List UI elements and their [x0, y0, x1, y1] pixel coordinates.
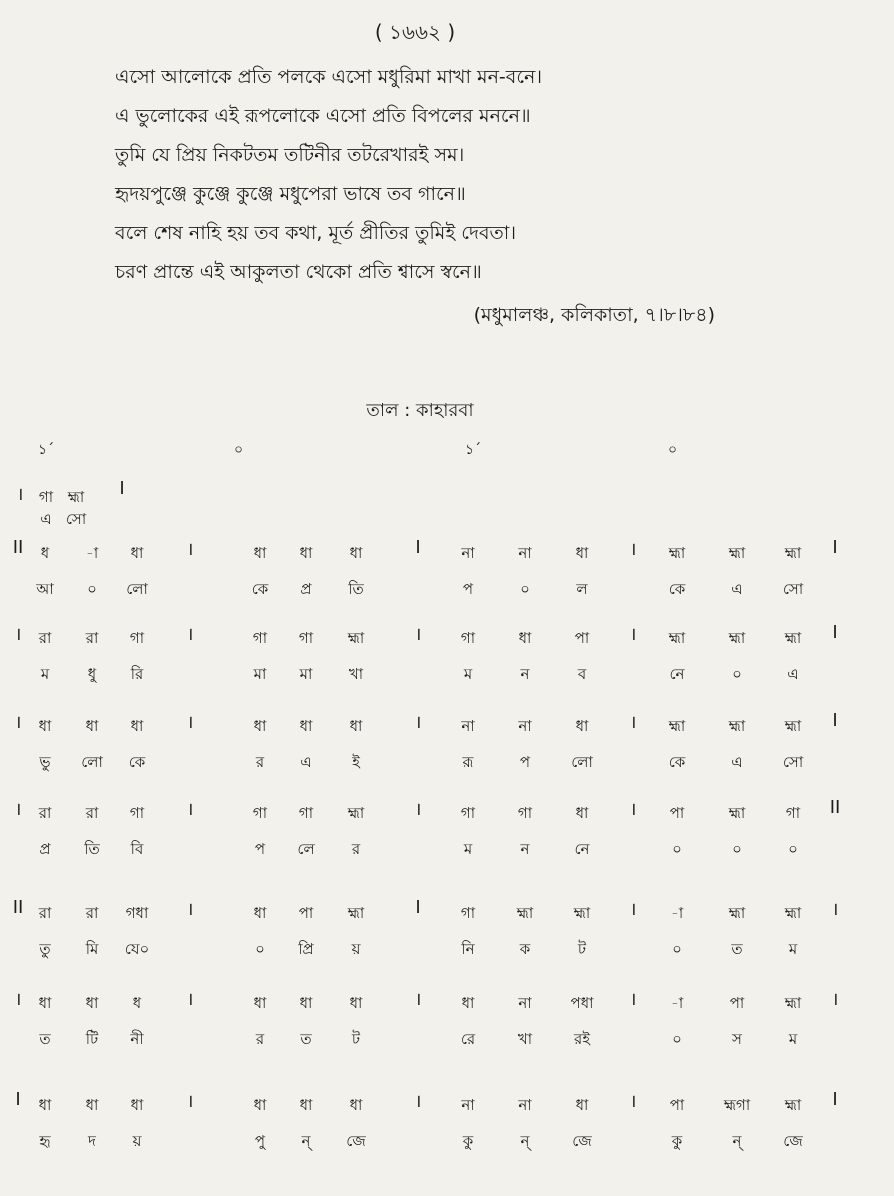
note: গা [129, 804, 145, 822]
lyric: ০ [87, 580, 97, 598]
lyric: ন্ [732, 1132, 742, 1150]
barline: । [629, 624, 637, 645]
lyric: ন [520, 665, 530, 683]
barline: । [186, 899, 194, 920]
lyric: কে [251, 580, 269, 598]
note: গা [252, 804, 268, 822]
note: ধা [349, 1096, 363, 1114]
barline: । [186, 989, 194, 1010]
barline: II [12, 897, 24, 918]
note: ধা [85, 994, 99, 1012]
note: গা [517, 804, 533, 822]
note: ধা [299, 544, 313, 562]
lyric: প [462, 580, 474, 598]
note: হ্মা [668, 629, 686, 647]
note: হ্মা [784, 994, 802, 1012]
barline: । [831, 899, 839, 920]
barline: I [415, 537, 421, 558]
beat-mark: ০ [668, 442, 678, 458]
note: ধা [253, 904, 267, 922]
barline: । [186, 1091, 194, 1112]
note: হ্মা [728, 629, 746, 647]
barline: I [119, 478, 125, 499]
note: হ্মা [728, 544, 746, 562]
note: ধা [349, 717, 363, 735]
barline: I [15, 1089, 21, 1110]
lyric: কু [671, 1132, 683, 1150]
lyric: সো [782, 753, 804, 771]
lyric: প্র [39, 840, 51, 858]
note: হ্মা [347, 804, 365, 822]
note: না [461, 1096, 475, 1114]
lyric: ম [788, 1030, 798, 1048]
note: ধা [130, 717, 144, 735]
lyric: ত [300, 1030, 312, 1048]
note: গা [460, 904, 476, 922]
barline: । [629, 539, 637, 560]
poem-line: চরণ প্রান্তে এই আকুলতা থেকো প্রতি শ্বাসে স্বনে॥ [115, 261, 482, 283]
note: পা [669, 1096, 685, 1114]
lyric: ০ [732, 665, 742, 683]
note: ধা [299, 1096, 313, 1114]
barline: । [414, 799, 422, 820]
barline: I [415, 897, 421, 918]
barline: । [186, 624, 194, 645]
note: হ্মগা [723, 1096, 751, 1114]
lyric: জে [783, 1132, 803, 1150]
note: না [518, 994, 532, 1012]
barline: । [629, 989, 637, 1010]
note: গা [38, 488, 54, 506]
note: -া [670, 994, 684, 1012]
barline: । [414, 624, 422, 645]
note: হ্মা [784, 1096, 802, 1114]
note: গা [785, 804, 801, 822]
lyric: ০ [672, 840, 682, 858]
note: পা [669, 804, 685, 822]
note: ধা [38, 1096, 52, 1114]
note: না [518, 544, 532, 562]
note: হ্মা [784, 544, 802, 562]
lyric: ম [463, 665, 473, 683]
note: ধা [299, 994, 313, 1012]
note: পা [729, 994, 745, 1012]
barline: II [12, 537, 24, 558]
poem-source: (মধুমালঞ্চ, কলিকাতা, ৭।৮।৮৪) [473, 304, 715, 326]
note: গা [460, 804, 476, 822]
lyric: খা [348, 665, 364, 683]
lyric: ত [39, 1030, 51, 1048]
lyric: ০ [672, 940, 682, 958]
note: ধা [130, 544, 144, 562]
barline: I [832, 537, 838, 558]
note: ধা [349, 994, 363, 1012]
lyric: জে [346, 1132, 366, 1150]
note: হ্মা [67, 488, 85, 506]
notation-row [0, 710, 894, 783]
note: পা [574, 629, 590, 647]
lyric: নে [669, 665, 685, 683]
note: ধা [349, 544, 363, 562]
lyric: ন [520, 840, 530, 858]
note: রা [85, 904, 99, 922]
lyric: তু [39, 940, 51, 958]
note: হ্মা [784, 904, 802, 922]
lyric: ০ [672, 1030, 682, 1048]
lyric: ট [351, 1030, 361, 1048]
note: রা [85, 629, 99, 647]
lyric: সো [65, 510, 87, 528]
note: ধা [85, 717, 99, 735]
lyric: কে [668, 580, 686, 598]
note: পধা [570, 994, 594, 1012]
barline: I [832, 1089, 838, 1110]
beat-mark: ১´ [38, 442, 55, 458]
lyric: য় [132, 1132, 142, 1150]
notation-row [0, 1089, 894, 1162]
lyric: প [254, 840, 266, 858]
note: ধা [518, 629, 532, 647]
lyric: সো [782, 580, 804, 598]
lyric: ০ [732, 840, 742, 858]
lyric: ০ [788, 840, 798, 858]
lyric: জে [572, 1132, 592, 1150]
lyric: তি [84, 840, 100, 858]
barline: I [832, 622, 838, 643]
lyric: বি [130, 840, 144, 858]
note: রা [38, 629, 52, 647]
note: না [518, 717, 532, 735]
note: ধা [85, 1096, 99, 1114]
barline: । [629, 712, 637, 733]
lyric: হৃ [39, 1132, 51, 1150]
poem [115, 58, 835, 335]
lyric: ল [576, 580, 588, 598]
lyric: লো [81, 753, 103, 771]
lyric: যে০ [124, 940, 150, 958]
barline: I [832, 710, 838, 731]
lyric: ট [577, 940, 587, 958]
note: হ্মা [784, 629, 802, 647]
note: রা [38, 804, 52, 822]
note: ধা [299, 717, 313, 735]
lyric: মা [299, 665, 313, 683]
note: হ্মা [728, 904, 746, 922]
lyric: ভু [39, 753, 51, 771]
note: হ্মা [668, 544, 686, 562]
notation-row [0, 897, 894, 970]
note: ধা [38, 717, 52, 735]
lyric: কু [462, 1132, 474, 1150]
note: রা [85, 804, 99, 822]
lyric: র [255, 1030, 265, 1048]
note: গা [298, 629, 314, 647]
lyric: র [351, 840, 361, 858]
lyric: র [255, 753, 265, 771]
note: গা [460, 629, 476, 647]
barline: । [14, 989, 22, 1010]
lyric: নে [574, 840, 590, 858]
lyric: প্র [300, 580, 312, 598]
note: হ্মা [668, 717, 686, 735]
note: পা [298, 904, 314, 922]
lyric: ত [731, 940, 743, 958]
note: -া [670, 904, 684, 922]
poem-line: তুমি যে প্রিয় নিকটতম তটিনীর তটরেখারই সম। [115, 144, 465, 166]
lyric: রই [573, 1030, 591, 1048]
lyric: রে [460, 1030, 476, 1048]
note: ধা [253, 994, 267, 1012]
lyric: টি [85, 1030, 99, 1048]
lyric: ম [40, 665, 50, 683]
lyric: মা [253, 665, 267, 683]
note: ধা [253, 544, 267, 562]
note: ধ [132, 994, 142, 1012]
note: হ্মা [784, 717, 802, 735]
note: -া [85, 544, 99, 562]
lyric: রি [130, 665, 144, 683]
lyric: এ [300, 753, 312, 771]
lyric: ক [519, 940, 531, 958]
lyric: মি [85, 940, 99, 958]
barline: II [829, 797, 841, 818]
lyric: ০ [520, 580, 530, 598]
lyric: রূ [462, 753, 474, 771]
note: ধা [38, 994, 52, 1012]
note: গা [252, 629, 268, 647]
note: গা [129, 629, 145, 647]
note: ধ [40, 544, 50, 562]
note: না [518, 1096, 532, 1114]
lyric: দ [88, 1132, 96, 1150]
beat-mark: ০ [234, 442, 244, 458]
note: গা [298, 804, 314, 822]
barline: । [831, 989, 839, 1010]
lyric: এ [787, 665, 799, 683]
poem-line: এসো আলোকে প্রতি পলকে এসো মধুরিমা মাখা মন-বনে। [115, 66, 543, 88]
note: ধা [575, 717, 589, 735]
barline: । [414, 989, 422, 1010]
lyric: ধু [87, 665, 97, 683]
taal-heading: তাল : কাহারবা [366, 400, 474, 421]
barline: । [629, 1091, 637, 1112]
barline: । [14, 712, 22, 733]
lyric: ব [577, 665, 587, 683]
note: না [461, 544, 475, 562]
note: ধা [575, 544, 589, 562]
beat-mark: ১´ [465, 442, 482, 458]
lyric: ম [463, 840, 473, 858]
lyric: লে [297, 840, 315, 858]
barline: । [186, 799, 194, 820]
poem-line: হৃদয়পুঞ্জে কুঞ্জে কুঞ্জে মধুপেরা ভাষে তব গানে॥ [115, 183, 466, 205]
poem-line: এ ভুলোকের এই রূপলোকে এসো প্রতি বিপলের মননে॥ [115, 105, 531, 127]
note: না [461, 717, 475, 735]
lyric: য় [351, 940, 361, 958]
note: হ্মা [728, 804, 746, 822]
note: হ্মা [347, 629, 365, 647]
barline: । [414, 1091, 422, 1112]
barline: । [629, 799, 637, 820]
notation-row [0, 797, 894, 870]
barline: । [629, 899, 637, 920]
barline: । [186, 712, 194, 733]
note: ধা [253, 1096, 267, 1114]
lyric: ন্ [301, 1132, 311, 1150]
lyric: এ [40, 510, 52, 528]
notation-row [0, 622, 894, 695]
lyric: স [732, 1030, 742, 1048]
lyric: তি [348, 580, 364, 598]
notation-row [0, 537, 894, 610]
note: ধা [575, 1096, 589, 1114]
barline: । [16, 484, 24, 505]
lyric: কে [128, 753, 146, 771]
barline: । [414, 712, 422, 733]
note: গধা [125, 904, 149, 922]
notation-row [0, 990, 894, 1060]
note: ধা [130, 1096, 144, 1114]
lyric: প্রি [298, 940, 314, 958]
lyric: প [519, 753, 531, 771]
lyric: ন্ [520, 1132, 530, 1150]
lyric: পু [254, 1132, 266, 1150]
note: ধা [575, 804, 589, 822]
lyric: এ [731, 580, 743, 598]
lyric: ০ [255, 940, 265, 958]
note: হ্মা [516, 904, 534, 922]
lyric: ই [352, 753, 360, 771]
note: হ্মা [573, 904, 591, 922]
barline: । [14, 799, 22, 820]
note: হ্মা [728, 717, 746, 735]
note: হ্মা [347, 904, 365, 922]
note: ধা [461, 994, 475, 1012]
lyric: এ [731, 753, 743, 771]
lyric: নি [461, 940, 475, 958]
lyric: লো [126, 580, 148, 598]
barline: । [186, 539, 194, 560]
lyric: আ [36, 580, 54, 598]
lyric: ম [788, 940, 798, 958]
lyric: লো [571, 753, 593, 771]
note: রা [38, 904, 52, 922]
page-number: ( ১৬৬২ ) [374, 20, 456, 44]
lyric: খা [517, 1030, 533, 1048]
poem-line: বলে শেষ নাহি হয় তব কথা, মূর্ত প্রীতির তুমিই দেবতা। [115, 222, 517, 244]
lyric: নী [130, 1030, 144, 1048]
barline: । [14, 624, 22, 645]
lyric: কে [668, 753, 686, 771]
note: ধা [253, 717, 267, 735]
